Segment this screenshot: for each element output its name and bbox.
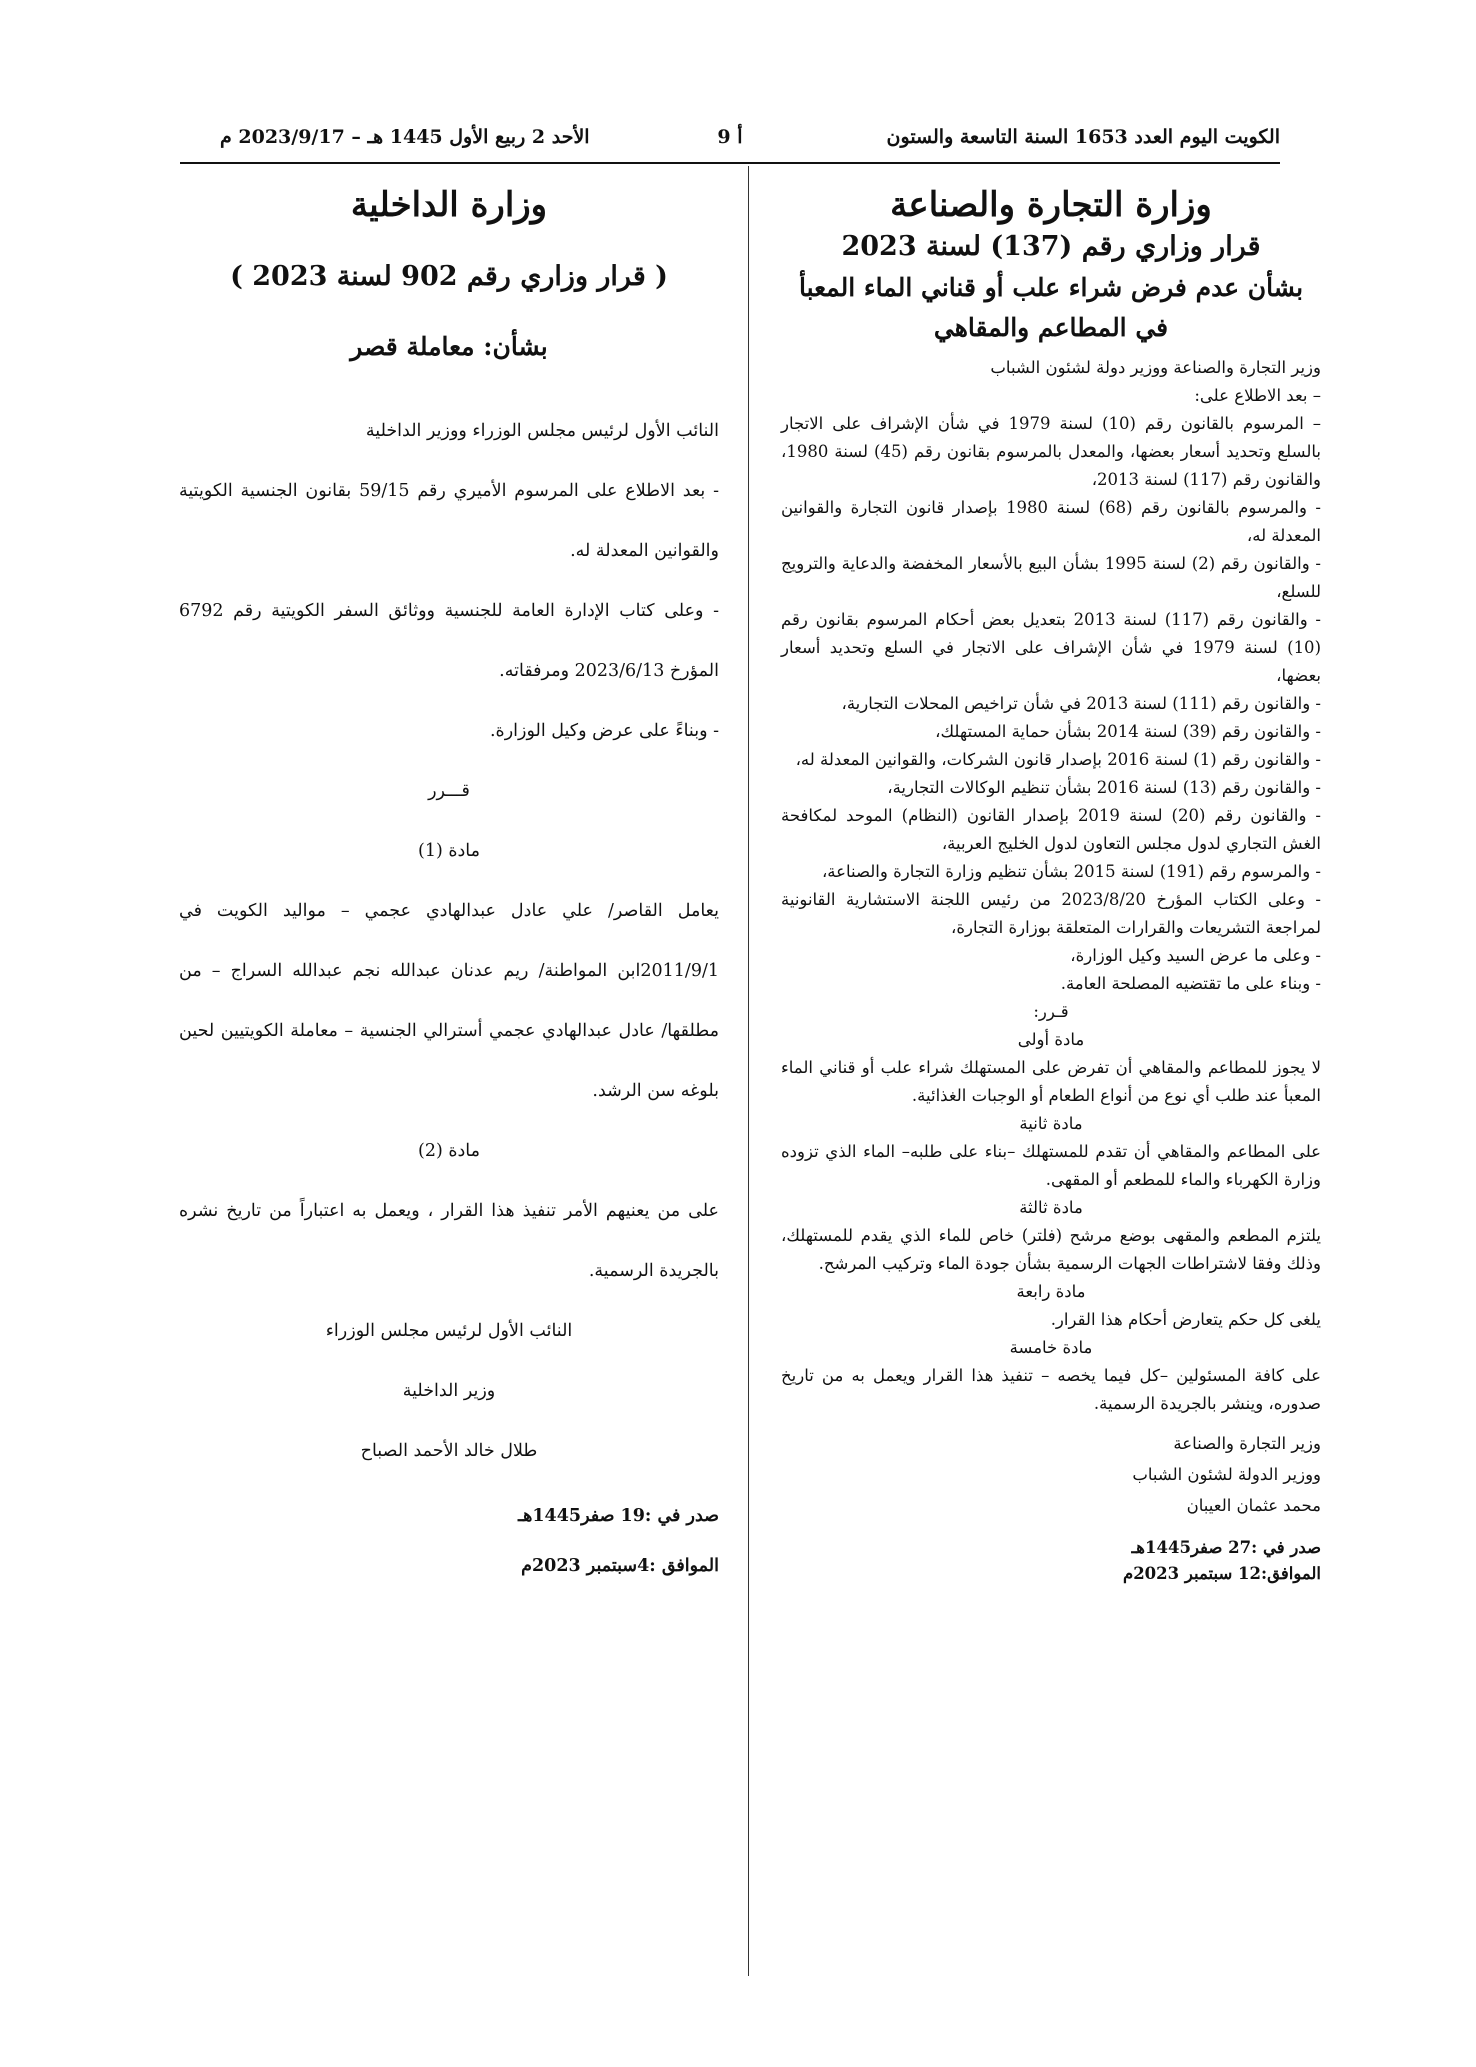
column-divider [748,166,749,1976]
article-title: مادة ثالثة [1019,1198,1083,1217]
preamble-line: - والمرسوم بالقانون رقم (68) لسنة 1980 بإصدار قانون التجارة والقوانين المعدلة له، [781,498,1322,545]
preamble-line: - وبناء على ما تقتضيه المصلحة العامة. [1060,974,1321,993]
header-issue-info: الكويت اليوم العدد 1653 السنة التاسعة والستون [886,126,1280,148]
issued-date: صدر في :27 صفر1445هـ [1131,1538,1321,1557]
issuer-line: النائب الأول لرئيس مجلس الوزراء ووزير الداخلية [365,421,719,441]
signatory-title: وزير الداخلية [402,1381,496,1401]
preamble-line: وزير التجارة والصناعة ووزير دولة لشئون الشباب [990,358,1321,377]
signatory-title: وزير التجارة والصناعة [1173,1434,1321,1453]
signatory-name: محمد عثمان العيبان [1186,1496,1321,1515]
preamble-line: - وعلى ما عرض السيد وكيل الوزارة، [1070,946,1321,965]
decided-heading: قـرر: [1033,1002,1069,1021]
preamble-line: - وبناءً على عرض وكيل الوزارة. [489,721,719,741]
header-rule [180,162,1280,164]
preamble-line: - والقانون رقم (39) لسنة 2014 بشأن حماية المستهلك، [935,722,1321,741]
header-page-number: أ 9 [717,126,743,148]
interior-decision-column [179,185,719,1591]
preamble-line: - والقانون رقم (20) لسنة 2019 بإصدار القانون (النظام) الموحد لمكافحة الغش التجاري لدول مجلس التعاون لدول الخليج العربية، [781,806,1321,853]
decision-number: ( قرار وزاري رقم 902 لسنة 2023 ) [230,261,668,292]
preamble-line: - والقانون رقم (111) لسنة 2013 في شأن تراخيص المحلات التجارية، [841,694,1321,713]
preamble-line: – المرسوم بالقانون رقم (10) لسنة 1979 في شأن الإشراف على الاتجار بالسلع وتحديد أسعار بعضها، والمعدل بالمرسوم بقانون رقم (45) لسنة 1980، والقانون رقم (117) لسنة 2013، [781,414,1322,489]
preamble-line: - بعد الاطلاع على المرسوم الأميري رقم 59/15 بقانون الجنسية الكويتية والقوانين المعدلة له. [179,481,719,561]
header-date: الأحد 2 ربيع الأول 1445 هـ – 2023/9/17 م [220,126,590,148]
article-text: يلغى كل حكم يتعارض أحكام هذا القرار. [1050,1310,1321,1329]
article-text: على المطاعم والمقاهي أن تقدم للمستهلك –بناء على طلبه– الماء الذي تزوده وزارة الكهرباء والماء للمطعم أو المقهى. [781,1142,1321,1189]
ministry-title: وزارة التجارة والصناعة [890,185,1212,225]
corresponding-date: الموافق:12 سبتمبر 2023م [1122,1564,1321,1583]
article-text: يعامل القاصر/ علي عادل عبدالهادي عجمي – مواليد الكويت في 2011/9/1ابن المواطنة/ ريم عدنان عبدالله نجم عبدالله السراج – من مطلقها/ عادل عبدالهادي عجمي أسترالي الجنسية – معاملة الكويتيين لحين بلوغه سن الرشد. [179,901,719,1101]
signatory-name: طلال خالد الأحمد الصباح [360,1441,538,1461]
preamble-line: - والقانون رقم (13) لسنة 2016 بشأن تنظيم الوكالات التجارية، [887,778,1321,797]
preamble-line: - والقانون رقم (1) لسنة 2016 بإصدار قانون الشركات، والقوانين المعدلة له، [795,750,1321,769]
preamble-line: - وعلى كتاب الإدارة العامة للجنسية ووثائق السفر الكويتية رقم 6792 المؤرخ 2023/6/13 ومرفقاته. [179,601,719,681]
issued-date: صدر في :19 صفر1445هـ [518,1506,719,1526]
preamble-line: - والمرسوم رقم (191) لسنة 2015 بشأن تنظيم وزارة التجارة والصناعة، [821,862,1321,881]
article-title: مادة ثانية [1019,1114,1083,1133]
decision-subject: بشأن: معاملة قصر [350,332,548,361]
issue-date-block [179,1491,719,1591]
signature-block [781,1428,1321,1521]
article-title: مادة (1) [417,841,481,861]
article-title: مادة (2) [417,1141,481,1161]
article-text: على كافة المسئولين –كل فيما يخصه – تنفيذ هذا القرار ويعمل به من تاريخ صدوره، وينشر بالجريدة الرسمية. [781,1366,1321,1413]
page-header [180,118,1280,158]
signatory-title: ووزير الدولة لشئون الشباب [1132,1465,1321,1484]
issue-date-block [781,1535,1321,1587]
preamble-line: - وعلى الكتاب المؤرخ 2023/8/20 من رئيس اللجنة الاستشارية القانونية لمراجعة التشريعات والقرارات المتعلقة بوزارة التجارة، [781,890,1321,937]
decided-heading: قـــرر [428,781,470,801]
article-text: على من يعنيهم الأمر تنفيذ هذا القرار ، ويعمل به اعتباراً من تاريخ نشره بالجريدة الرسمية. [179,1201,719,1281]
article-title: مادة رابعة [1016,1282,1086,1301]
preamble-line: - والقانون رقم (2) لسنة 1995 بشأن البيع بالأسعار المخفضة والدعاية والترويج للسلع، [781,554,1321,601]
signatory-title: النائب الأول لرئيس مجلس الوزراء [325,1321,573,1341]
preamble-line: - والقانون رقم (117) لسنة 2013 بتعديل بعض أحكام المرسوم بقانون رقم (10) لسنة 1979 في شأن الإشراف على الاتجار في السلع وتحديد أسعار بعضها، [781,610,1321,685]
ministry-title: وزارة الداخلية [350,185,548,225]
article-text: يلتزم المطعم والمقهى بوضع مرشح (فلتر) خاص للماء الذي يقدم للمستهلك، وذلك وفقا لاشتراطات الجهات الرسمية بشأن جودة الماء وتركيب المرشح. [781,1226,1321,1273]
article-text: لا يجوز للمطاعم والمقاهي أن تفرض على المستهلك شراء علب أو قناني الماء المعبأ عند طلب أي نوع من أنواع الطعام أو الوجبات الغذائية. [781,1058,1321,1105]
preamble-line: – بعد الاطلاع على: [1194,386,1321,405]
decision-number: قرار وزاري رقم (137) لسنة 2023 [841,231,1261,262]
decision-subject: بشأن عدم فرض شراء علب أو قناني الماء المعبأ في المطاعم والمقاهي [798,273,1304,342]
corresponding-date: الموافق :4سبتمبر 2023م [521,1556,719,1576]
commerce-decision-column [781,185,1321,1587]
article-title: مادة خامسة [1009,1338,1093,1357]
article-title: مادة أولى [1017,1030,1085,1049]
